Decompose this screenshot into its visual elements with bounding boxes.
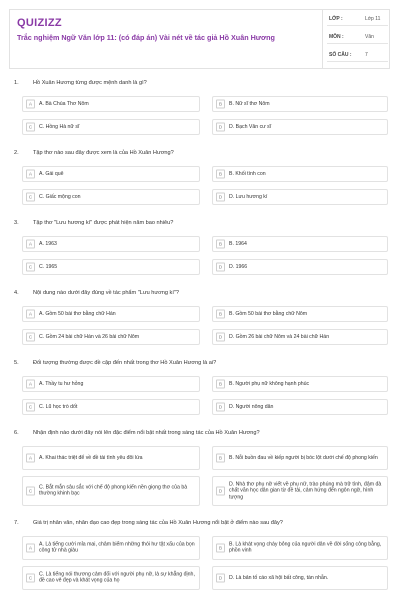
- question-number: 2.: [14, 150, 19, 156]
- option-text: B. Là khát vọng cháy bỏng của người dân về đời sống công bằng, phồn vinh: [229, 541, 382, 554]
- option-a[interactable]: [22, 166, 200, 182]
- option-letter: D: [216, 193, 225, 202]
- option-text: D. Gồm 26 bài chữ Nôm và 24 bài chữ Hán: [229, 333, 330, 340]
- option-d[interactable]: [212, 566, 388, 590]
- meta-label: MÔN :: [329, 34, 344, 40]
- question-text: Nhận định nào dưới đây nói lên đặc điểm nổi bật nhất trong sáng tác của Hồ Xuân Hương?: [33, 430, 260, 436]
- meta-row-subject: [323, 30, 392, 44]
- option-text: A. 1963: [39, 240, 57, 247]
- option-text: C. Bắt mắn sâu sắc với chế độ phong kiến nền giọng thơ của bà thường khinh bạc: [39, 484, 188, 497]
- document-title: Trắc nghiệm Ngữ Văn lớp 11: (có đáp án) Vài nét về tác giả Hồ Xuân Hương: [17, 33, 275, 42]
- option-letter: D: [216, 574, 225, 583]
- option-text: D. Là bản tố cáo xã hội bất công, tàn nhẫn.: [229, 574, 329, 581]
- meta-row-grade: [323, 12, 392, 26]
- quizizz-logo: QUIZIZZ: [17, 17, 62, 29]
- option-c[interactable]: [22, 399, 200, 415]
- option-letter: D: [216, 333, 225, 342]
- meta-label: LỚP :: [329, 16, 343, 22]
- option-letter: B: [216, 100, 225, 109]
- question-text: Tập thơ "Lưu hương kí" được phát hiện năm bao nhiêu?: [33, 220, 174, 226]
- option-letter: C: [26, 193, 35, 202]
- option-text: D. Lưu hương kí: [229, 193, 268, 200]
- option-letter: A: [26, 310, 35, 319]
- option-text: D. 1966: [229, 263, 248, 270]
- option-text: C. Lũ học trò dốt: [39, 403, 78, 410]
- option-letter: A: [26, 454, 35, 463]
- option-letter: D: [216, 123, 225, 132]
- option-c[interactable]: [22, 259, 200, 275]
- option-text: A. Thầy tu hư hỏng: [39, 380, 84, 387]
- option-text: C. Là tiếng nói thương cảm đối với người phụ nữ, là sự khẳng định, đề cao vẻ đẹp và khát vọng của họ: [39, 571, 195, 584]
- meta-value: Lớp 11: [365, 16, 381, 22]
- option-a[interactable]: [22, 376, 200, 392]
- option-letter: C: [26, 333, 35, 342]
- option-d[interactable]: [212, 329, 388, 345]
- option-letter: C: [26, 574, 35, 583]
- question-text: Hồ Xuân Hương từng được mệnh danh là gì?: [33, 80, 147, 86]
- option-c[interactable]: [22, 119, 200, 135]
- option-d[interactable]: [212, 259, 388, 275]
- option-a[interactable]: [22, 306, 200, 322]
- option-d[interactable]: [212, 399, 388, 415]
- question-number: 7.: [14, 520, 19, 526]
- option-letter: D: [216, 263, 225, 272]
- option-b[interactable]: [212, 536, 388, 560]
- option-letter: A: [26, 544, 35, 553]
- question-number: 1.: [14, 80, 19, 86]
- option-letter: B: [216, 380, 225, 389]
- question-number: 5.: [14, 360, 19, 366]
- option-d[interactable]: [212, 476, 388, 506]
- option-d[interactable]: [212, 189, 388, 205]
- option-text: B. 1964: [229, 240, 247, 247]
- document-header: [9, 9, 390, 69]
- question-text: Tập thơ nào sau đây được xem là của Hồ Xuân Hương?: [33, 150, 174, 156]
- option-letter: B: [216, 310, 225, 319]
- option-text: C. Hồng Hà nữ sĩ: [39, 123, 80, 130]
- meta-value: 7: [365, 52, 368, 58]
- meta-panel: [322, 10, 392, 68]
- option-a[interactable]: [22, 96, 200, 112]
- option-letter: C: [26, 263, 35, 272]
- option-letter: B: [216, 240, 225, 249]
- option-text: B. Người phụ nữ không hạnh phúc: [229, 380, 310, 387]
- question-number: 6.: [14, 430, 19, 436]
- question-text: Đối tượng thường được đề cập đến nhất trong thơ Hồ Xuân Hương là ai?: [33, 360, 217, 366]
- question-text: Giá trị nhân văn, nhân đạo cao đẹp trong sáng tác của Hồ Xuân Hương nổi bật ở điểm nào sau đây?: [33, 520, 283, 526]
- option-d[interactable]: [212, 119, 388, 135]
- option-text: D. Bạch Vân cư sĩ: [229, 123, 272, 130]
- option-letter: A: [26, 100, 35, 109]
- option-letter: D: [216, 403, 225, 412]
- option-text: A. Là tiếng cười mỉa mai, châm biếm những thói hư tật xấu của bọn công tử nhà giàu: [39, 541, 195, 554]
- option-text: D. Người nông dân: [229, 403, 274, 410]
- option-text: A. Bà Chúa Thơ Nôm: [39, 100, 89, 107]
- option-b[interactable]: [212, 96, 388, 112]
- option-b[interactable]: [212, 166, 388, 182]
- option-text: A. Gái quê: [39, 170, 64, 177]
- option-text: A. Khai thác triệt để về đề tài tình yêu đôi lứa: [39, 454, 143, 461]
- option-letter: C: [26, 123, 35, 132]
- option-a[interactable]: [22, 236, 200, 252]
- question-text: Nội dung nào dưới đây đúng về tác phẩm "Lưu hương kí"?: [33, 290, 180, 296]
- option-c[interactable]: [22, 566, 200, 590]
- option-c[interactable]: [22, 189, 200, 205]
- option-text: B. Nỗi buồn đau về kiếp người bị bóc lột dưới chế độ phong kiến: [229, 454, 378, 461]
- option-b[interactable]: [212, 236, 388, 252]
- meta-value: Văn: [365, 34, 374, 40]
- question-number: 3.: [14, 220, 19, 226]
- option-text: C. Giấc mộng con: [39, 193, 81, 200]
- option-b[interactable]: [212, 306, 388, 322]
- option-letter: A: [26, 240, 35, 249]
- option-c[interactable]: [22, 329, 200, 345]
- option-text: B. Gồm 50 bài thơ bằng chữ Nôm: [229, 310, 308, 317]
- option-letter: C: [26, 403, 35, 412]
- option-letter: C: [26, 487, 35, 496]
- option-b[interactable]: [212, 376, 388, 392]
- option-a[interactable]: [22, 536, 200, 560]
- option-b[interactable]: [212, 446, 388, 470]
- option-letter: B: [216, 544, 225, 553]
- option-letter: B: [216, 454, 225, 463]
- option-text: C. 1965: [39, 263, 58, 270]
- option-letter: A: [26, 170, 35, 179]
- option-text: B. Nữ sĩ thơ Nôm: [229, 100, 270, 107]
- option-letter: B: [216, 170, 225, 179]
- option-letter: A: [26, 380, 35, 389]
- option-letter: D: [216, 487, 225, 496]
- meta-row-count: [323, 48, 392, 62]
- option-text: B. Khối tình con: [229, 170, 266, 177]
- option-c[interactable]: [22, 476, 200, 506]
- question-number: 4.: [14, 290, 19, 296]
- option-a[interactable]: [22, 446, 200, 470]
- meta-label: SỐ CÂU :: [329, 52, 352, 58]
- option-text: C. Gồm 24 bài chữ Hán và 26 bài chữ Nôm: [39, 333, 140, 340]
- option-text: A. Gồm 50 bài thơ bằng chữ Hán: [39, 310, 116, 317]
- option-text: D. Nhà thơ phụ nữ viết về phụ nữ, trào phúng mà trữ tình, đậm đà chất văn học dân gian từ đề tài, cảm hứng đến ngôn ngữ, hình tượng: [229, 481, 382, 501]
